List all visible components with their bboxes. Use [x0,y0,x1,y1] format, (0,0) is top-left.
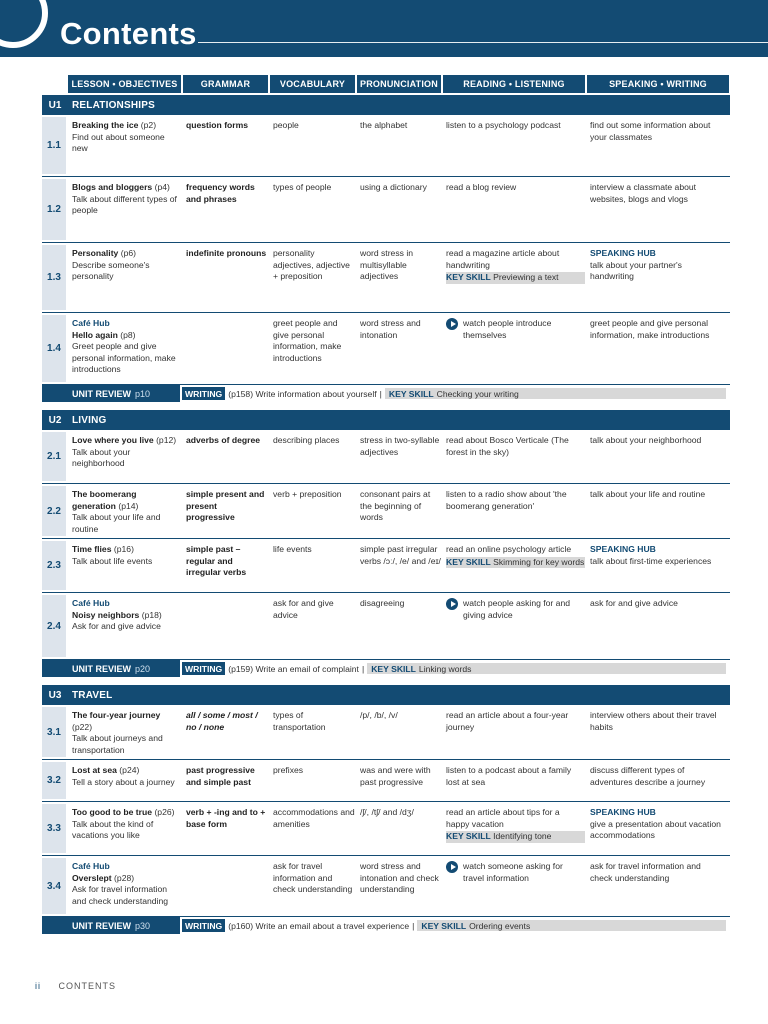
reading-text: read an article about a four-year journey [446,710,569,732]
speaking-text: give a presentation about vacation accommodations [590,818,721,841]
lesson-row [42,313,730,385]
writing-label: WRITING [182,919,225,932]
unit-number: U2 [48,414,62,426]
pronunciation-cell: word stress in multisyllable adjectives [360,248,414,282]
grammar-cell: simple present and present progressive [186,489,265,523]
cafe-hub-label: Café Hub [72,861,110,871]
video-item [446,318,585,341]
lesson-row [42,539,730,593]
lesson-row [42,856,730,917]
speaking-text: interview a classmate about websites, blogs and vlogs [590,182,697,204]
lesson-title: Too good to be true [72,807,153,817]
lesson-objectives-cell [72,313,186,384]
writing-strip [182,385,726,402]
speaking-writing-cell [590,760,730,801]
reading-listening-cell [446,539,590,592]
pronunciation-cell: word stress and intonation [360,318,421,340]
lesson-title: Lost at sea [72,765,117,775]
speaking-hub-label: SPEAKING HUB [590,807,656,817]
unit-header [42,685,730,705]
vocabulary-cell: describing places [273,435,340,445]
separator: | [412,920,415,931]
lesson-number: 1.2 [42,179,66,240]
column-header-pronunciation: PRONUNCIATION [357,75,441,93]
writing-strip [182,917,726,934]
lesson-title: Love where you live [72,435,154,445]
lesson-page: (p8) [120,329,136,340]
vocabulary-cell: accommodations and amenities [273,807,355,829]
speaking-writing-cell [590,539,730,592]
key-skill-text: Ordering events [469,920,531,931]
vocabulary-cell: ask for travel information and check understanding [273,861,353,895]
key-skill-label: KEY SKILL [446,556,491,567]
key-skill-label: KEY SKILL [446,272,491,283]
units-container [42,95,730,934]
vocabulary-cell: ask for and give advice [273,598,334,620]
lesson-heading [72,248,181,260]
reading-listening-cell [446,593,590,659]
lesson-objectives-cell [72,593,186,659]
unit-title: TRAVEL [72,689,113,701]
vocabulary-cell: personality adjectives, adjective + preposition [273,248,350,282]
lesson-heading [72,610,181,622]
grammar-cell: verb + -ing and to + base form [186,807,266,829]
reading-listening-cell [446,760,590,801]
lesson-row [42,115,730,177]
lesson-heading [72,710,181,733]
key-skill-text: Previewing a text [493,272,559,283]
lesson-objectives-cell [72,705,186,759]
speaking-writing-cell [590,856,730,916]
unit-number: U3 [48,689,62,701]
unit-number: U1 [48,99,62,111]
lesson-heading [72,807,181,819]
lesson-objective: Talk about the kind of vacations you like [72,818,154,841]
video-item [446,598,585,621]
writing-task: (p159) Write an email of complaint [228,663,359,674]
page-number: ii [35,981,41,991]
lesson-objective: Greet people and give personal information, make introductions [72,341,176,375]
key-skill-strip [446,272,585,284]
lesson-page: (p14) [118,500,139,511]
lesson-number: 1.1 [42,117,66,174]
lesson-page: (p16) [113,544,134,554]
pronunciation-cell: /p/, /b/, /v/ [360,710,398,720]
lesson-row [42,430,730,484]
lesson-row [42,177,730,243]
lesson-number: 2.1 [42,432,66,481]
speaking-writing-cell [590,430,730,483]
lesson-objectives-cell [72,177,186,242]
reading-listening-cell [446,243,590,312]
unit-header [42,95,730,115]
reading-listening-cell [446,177,590,242]
decorative-circle [0,0,48,48]
lesson-page: (p4) [154,182,170,192]
lesson-objectives-cell [72,802,186,855]
column-header-row [42,75,730,93]
speaking-writing-cell [590,115,730,176]
grammar-cell: simple past – regular and irregular verbs [186,544,247,578]
lesson-page: (p26) [154,807,175,817]
grammar-cell: indefinite pronouns [186,248,267,258]
speaking-text: talk about first-time experiences [590,555,712,566]
lesson-row [42,243,730,313]
lesson-title: Time flies [72,544,112,554]
key-skill-strip [367,663,726,674]
key-skill-strip [446,831,585,843]
lesson-objective: Find out about someone new [72,131,165,154]
key-skill-text: Linking words [418,663,472,674]
grammar-cell: adverbs of degree [186,435,261,445]
reading-listening-cell [446,484,590,538]
grammar-cell [186,856,273,916]
vocabulary-cell: verb + preposition [273,489,342,499]
lesson-objectives-cell [72,484,186,538]
reading-listening-cell [446,856,590,916]
key-skill-text: Skimming for key words [493,556,585,567]
writing-task: (p158) Write information about yourself [228,388,377,399]
lesson-row [42,760,730,802]
lesson-title: Hello again [72,329,118,340]
lesson-title: Overslept [72,872,112,883]
lesson-row [42,802,730,856]
speaking-text: greet people and give personal information, make introductions [590,318,710,340]
lesson-number: 2.2 [42,486,66,536]
reading-listening-cell [446,115,590,176]
unit-review-label [42,385,180,402]
lesson-objectives-cell [72,539,186,592]
lesson-title: The boomerang generation [72,489,137,511]
lesson-row [42,705,730,760]
lesson-objective: Describe someone's personality [72,259,150,282]
reading-listening-cell [446,313,590,384]
speaking-text: ask for travel information and check understanding [590,861,701,883]
key-skill-label: KEY SKILL [371,663,416,674]
unit-review-label [42,660,180,677]
reading-listening-cell [446,430,590,483]
pronunciation-cell: the alphabet [360,120,408,130]
lesson-objective: Ask for and give advice [72,621,161,632]
pronunciation-cell: simple past irregular verbs /ɔː/, /e/ and /eɪ/ [360,544,441,566]
reading-text: read a magazine article about handwriting [446,248,560,270]
pronunciation-cell: was and were with past progressive [360,765,431,787]
key-skill-strip [446,557,585,569]
speaking-writing-cell [590,313,730,384]
header-banner [0,0,768,57]
cafe-hub-label: Café Hub [72,318,110,328]
reading-text: listen to a psychology podcast [446,120,561,130]
vocabulary-cell: people [273,120,299,130]
lesson-objectives-cell [72,430,186,483]
reading-text: read an article about tips for a happy vacation [446,807,560,829]
speaking-writing-cell [590,802,730,855]
lesson-heading [72,120,181,132]
unit-review-page: p30 [135,920,151,931]
lesson-number: 2.4 [42,595,66,657]
reading-text: read about Bosco Verticale (The forest in the sky) [446,435,569,457]
lesson-heading [72,765,181,777]
speaking-writing-cell [590,177,730,242]
speaking-writing-cell [590,484,730,538]
lesson-heading [72,330,181,342]
lesson-title: Breaking the ice [72,120,139,130]
lesson-title: The four-year journey [72,710,161,720]
writing-label: WRITING [182,662,225,675]
lesson-heading [72,182,181,194]
grammar-cell: all / some / most / no / none [186,710,258,732]
vocabulary-cell: types of transportation [273,710,326,732]
writing-task: (p160) Write an email about a travel experience [228,920,410,931]
unit-title: RELATIONSHIPS [72,99,155,111]
grammar-cell [186,313,273,384]
play-icon [446,318,458,330]
lesson-number: 3.3 [42,804,66,853]
pronunciation-cell: stress in two-syllable adjectives [360,435,440,457]
video-text: watch people introduce themselves [463,318,552,340]
key-skill-label: KEY SKILL [388,388,434,399]
grammar-cell [186,593,273,659]
column-header-grammar: GRAMMAR [183,75,268,93]
reading-text: listen to a radio show about 'the boomerang generation' [446,489,567,511]
reading-listening-cell [446,705,590,759]
play-icon [446,598,458,610]
reading-listening-cell [446,802,590,855]
writing-label: WRITING [182,387,225,400]
vocabulary-cell: types of people [273,182,332,192]
lesson-objective: Talk about your life and routine [72,512,161,534]
contents-table [42,75,730,942]
lesson-title: Noisy neighbors [72,609,140,620]
cafe-hub-label: Café Hub [72,598,110,608]
lesson-number: 3.2 [42,762,66,799]
lesson-number: 3.1 [42,707,66,757]
speaking-text: talk about your life and routine [590,489,706,499]
writing-strip [182,660,726,677]
lesson-row [42,593,730,660]
pronunciation-cell: consonant pairs at the beginning of words [360,489,431,523]
vocabulary-cell: life events [273,544,312,554]
lesson-objective: Talk about journeys and transportation [72,733,163,755]
unit-header [42,410,730,430]
speaking-text: talk about your neighborhood [590,435,702,445]
lesson-page: (p6) [120,248,137,258]
key-skill-label: KEY SKILL [446,831,491,842]
speaking-text: interview others about their travel habits [590,710,717,732]
unit-review-label [42,917,180,934]
lesson-page: (p18) [141,609,162,620]
reading-text: read a blog review [446,182,517,192]
grammar-cell: question forms [186,120,249,130]
lesson-page: (p2) [140,120,157,130]
page-footer [35,981,116,991]
speaking-text: discuss different types of adventures describe a journey [590,765,706,787]
unit-review-page: p10 [135,388,151,399]
video-text: watch someone asking for travel information [463,861,563,883]
lesson-heading [72,544,181,556]
page-title: Contents [60,16,197,51]
lesson-objectives-cell [72,243,186,312]
reading-text: read an online psychology article [446,544,572,554]
key-skill-label: KEY SKILL [421,920,467,931]
pronunciation-cell: using a dictionary [360,182,427,192]
lesson-heading [72,873,181,885]
lesson-row [42,484,730,539]
footer-label: CONTENTS [58,981,117,991]
lesson-page: (p22) [72,721,93,732]
column-header-speaking-writing: SPEAKING • WRITING [587,75,729,93]
lesson-number: 2.3 [42,541,66,590]
lesson-objective: Talk about life events [72,555,153,566]
grammar-cell: past progressive and simple past [186,765,255,787]
column-header-vocabulary: VOCABULARY [270,75,355,93]
unit-title: LIVING [72,414,107,426]
speaking-hub-label: SPEAKING HUB [590,544,656,554]
vocabulary-cell: greet people and give personal information, make introductions [273,318,342,363]
lesson-objective: Talk about different types of people [72,193,177,216]
lesson-objectives-cell [72,856,186,916]
speaking-text: find out some information about your classmates [590,120,711,142]
unit-review-title: UNIT REVIEW [72,663,132,674]
speaking-writing-cell [590,243,730,312]
lesson-title: Blogs and bloggers [72,182,153,192]
lesson-page: (p28) [114,872,135,883]
lesson-objective: Ask for travel information and check understanding [72,884,169,906]
speaking-text: talk about your partner's handwriting [590,259,682,282]
key-skill-text: Checking your writing [436,388,519,399]
play-icon [446,861,458,873]
grammar-cell: frequency words and phrases [186,182,255,204]
video-text: watch people asking for and giving advice [463,598,571,620]
speaking-writing-cell [590,705,730,759]
video-item [446,861,585,884]
lesson-heading [72,489,181,512]
key-skill-strip [417,920,726,931]
key-skill-strip [385,388,726,399]
lesson-objective: Talk about your neighborhood [72,446,131,469]
lesson-title: Personality [72,248,119,258]
unit-review-title: UNIT REVIEW [72,388,132,399]
lesson-objective: Tell a story about a journey [72,776,175,787]
header-rule [198,42,768,43]
speaking-writing-cell [590,593,730,659]
unit-review-row [42,385,730,402]
column-header-spacer [42,75,66,93]
column-header-lesson: LESSON • OBJECTIVES [68,75,181,93]
separator: | [361,663,365,674]
unit-review-title: UNIT REVIEW [72,920,132,931]
lesson-page: (p12) [156,435,177,445]
pronunciation-cell: word stress and intonation and check understanding [360,861,439,895]
vocabulary-cell: prefixes [273,765,304,775]
lesson-objectives-cell [72,760,186,801]
column-header-reading-listening: READING • LISTENING [443,75,585,93]
speaking-hub-label: SPEAKING HUB [590,248,656,258]
lesson-heading [72,435,181,447]
speaking-text: ask for and give advice [590,598,678,608]
separator: | [379,388,382,399]
pronunciation-cell: disagreeing [360,598,405,608]
lesson-page: (p24) [119,765,140,775]
lesson-number: 1.3 [42,245,66,310]
lesson-number: 3.4 [42,858,66,914]
lesson-number: 1.4 [42,315,66,382]
unit-review-row [42,917,730,934]
lesson-objectives-cell [72,115,186,176]
key-skill-text: Identifying tone [493,831,552,842]
reading-text: listen to a podcast about a family lost at sea [446,765,572,787]
pronunciation-cell: /ʃ/, /tʃ/ and /dʒ/ [360,807,414,817]
unit-review-row [42,660,730,677]
unit-review-page: p20 [135,663,151,674]
